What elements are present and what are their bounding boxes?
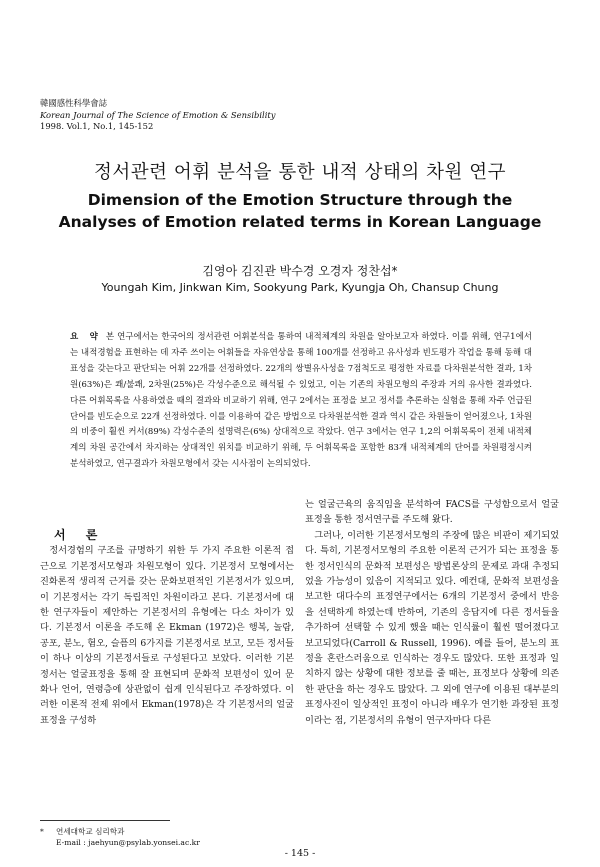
body-paragraph: 그러나, 이러한 기본정서모형의 주장에 많은 비판이 제기되었다. 특히, 기본정서모형의 주요한 이론적 근거가 되는 표정을 통한 정서인식의 문화적 보편성은 방법론상의 문제로 과대 추정되었을 가능성이 있음이 지적되고 있다. 예컨대, 문화적 보편성을 보고한 대다수의 표정연구에서는 6개의 기본정서 중에서 반응을 선택하게 하였는데 반하여, 기존의 응답지에 다른 정서들을 추가하여 선택할 수 있게 했을 때는 인식률이 훨씬 떨어졌다고 보고되었다(Carroll & Russell, 1996). 예를 들어, 분노의 표정을 혼란스러움으로 인식하는 경우도 많았다. 또한 표정과 일치하지 않는 상황에 대한 정보를 줄 때는, 표정보다 상황에 의존한 판단을 하는 경우도 많았다. 그 외에 연구에 이용된 대부분의 표정사진이 일상적인 표정이 아니라 배우가 연기한 과장된 표정이라는 점, 기본정서의 유형이 연구자마다 다른 (305, 529, 559, 726)
left-column (40, 528, 294, 728)
right-column (305, 497, 559, 728)
footnote-affiliation: 연세대학교 심리학과 (56, 827, 125, 836)
footnote-marker: * (40, 827, 44, 836)
footnote (40, 826, 200, 848)
footnote-email: E-mail : jaehyun@psylab.yonsei.ac.kr (56, 838, 200, 847)
paper-title-en (0, 189, 600, 233)
authors-ko: 김영아 김진관 박수경 오경자 정찬섭* (202, 264, 398, 278)
paper-title-en-line2: Analyses of Emotion related terms in Korean Language (58, 213, 542, 231)
paper-title-ko: 정서관련 어휘 분석을 통한 내적 상태의 차원 연구 (93, 162, 507, 183)
footnote-rule (40, 820, 170, 821)
section-title: 서 론 (54, 528, 106, 542)
journal-header (40, 98, 276, 133)
journal-name-en: Korean Journal of The Science of Emotion & Sensibility (40, 109, 276, 120)
page-number: - 145 - (284, 848, 316, 859)
abstract (70, 330, 532, 473)
journal-name-ko: 韓國感性科學會誌 (40, 98, 107, 108)
authors-en: Youngah Kim, Jinkwan Kim, Sookyung Park, Kyungja Oh, Chansup Chung (101, 281, 499, 294)
abstract-text: 본 연구에서는 한국어의 정서관련 어휘분석을 통하여 내적체계의 차원을 알아보고자 하였다. 이를 위해, 연구1에서는 내적경험을 표현하는 데 자주 쓰이는 어휘들을 자유연상을 통해 100개를 선정하고 유사성과 빈도평가 작업을 통해 동해 대표성을 갖는다고 판단되는 어휘 22개를 선정하였다. 22개의 쌍별유사성을 7점척도로 평정한 자료를 다차원분석한 결과, 1차원(63%)은 쾌/불쾌, 2차원(25%)은 각성수준으로 해석될 수 있었고, 이는 기존의 차원모형의 주장과 거의 유사한 결과였다. 다른 어휘목록을 사용하였을 때의 결과와 비교하기 위해, 연구 2에서는 표정을 보고 정서를 추론하는 실험을 통해 자주 언급된 단어를 빈도순으로 22개 선정하였다. 이를 이용하여 같은 방법으로 다차원분석한 결과 역시 같은 차원들이 얻어졌으나, 1차원의 비중이 훨씬 커서(89%) 각성수준의 설명력은(6%) 상대적으로 작았다. 연구 3에서는 연구 1,2의 어휘목록이 전체 내적체계의 차원 공간에서 차지하는 상대적인 위치를 비교하기 위해, 두 어휘목록을 포함한 83개 내적체계의 단어를 차원평정시켜 분석하였고, 연구결과가 차원모형에서 갖는 시사점이 논의되었다. (70, 332, 532, 470)
body-paragraph: 정서경험의 구조를 규명하기 위한 두 가지 주요한 이론적 접근으로 기본정서모형과 차원모형이 있다. 기본정서 모형에서는 진화론적 생리적 근거를 갖는 문화보편적인 기본정서가 있으며, 이 기본정서는 각기 독립적인 차원이라고 본다. 기본정서에 대한 연구자들이 제안하는 기본정서의 유형에는 다소 차이가 있다. 기본정서 이론을 주도해 온 Ekman (1972)은 행복, 놀람, 공포, 분노, 혐오, 슬픔의 6가지를 기본정서로 보고, 모든 정서들이 하나 이상의 기본정서들로 구성된다고 보았다. 이러한 기본정서는 얼굴표정을 통해 잘 표현되며 문화적 보편성이 있어 문화나 언어, 연령층에 상관없이 쉽게 인식된다고 주장하였다. 이러한 이론적 전제 위에서 Ekman(1978)은 각 기본정서의 얼굴표정을 구성하 (40, 545, 294, 726)
journal-citation: 1998. Vol.1, No.1, 145-152 (40, 121, 154, 131)
abstract-label: 요 약 (70, 332, 102, 342)
body-paragraph: 는 얼굴근육의 움직임을 분석하여 FACS를 구성함으로서 얼굴표정을 통한 정서연구를 주도해 왔다. (305, 499, 559, 526)
paper-title-en-line1: Dimension of the Emotion Structure through the (87, 191, 513, 209)
